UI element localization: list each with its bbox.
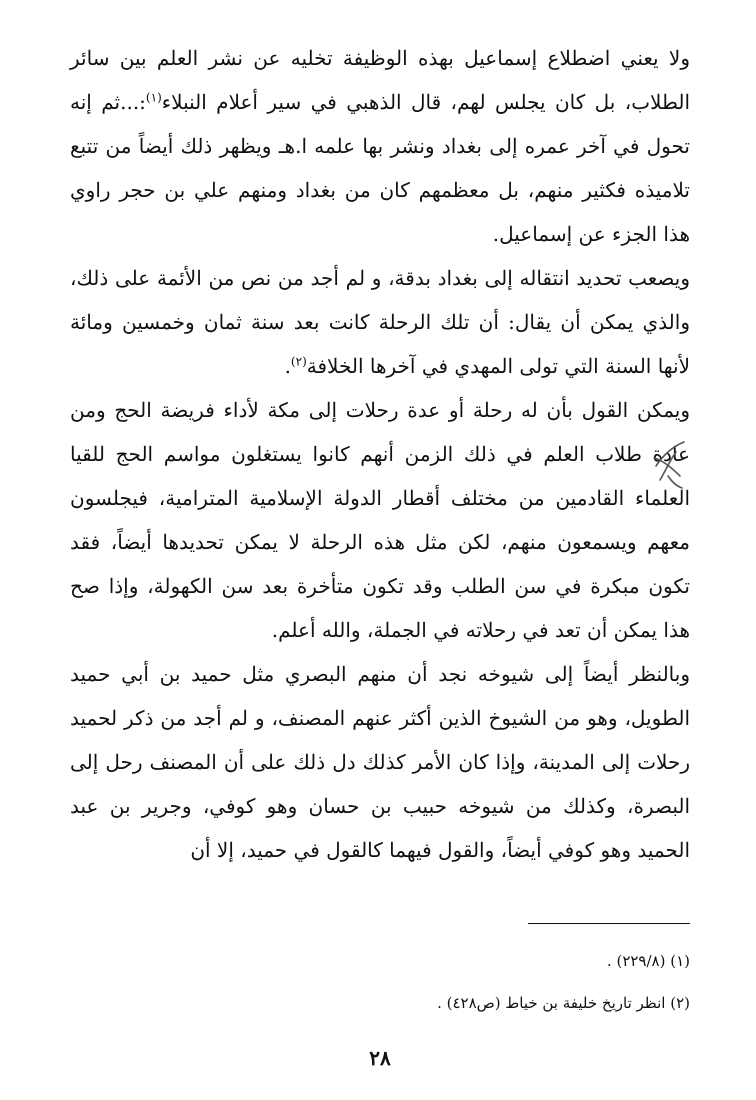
paragraph-4 <box>70 652 690 872</box>
paragraph-1-text-cont: :...ثم إنه تحول في آخر عمره إلى بغداد ونشر بها علمه ا.هـ ويظهر ذلك أيضاً من تتبع تلاميذه فكثير منهم، بل معظمهم كان من بغداد ومنهم علي بن حجر راوي هذا الجزء عن إسماعيل. <box>70 90 690 246</box>
paragraph-3-text: ويمكن القول بأن له رحلة أو عدة رحلات إلى مكة لأداء فريضة الحج ومن عادة طلاب العلم في ذلك الزمن أنهم كانوا يستغلون مواسم الحج للقيا العلماء القادمين من مختلف أقطار الدولة الإسلامية المترامية، فيجلسون معهم ويسمعون منهم، لكن مثل هذه الرحلة لا يمكن تحديدها أيضاً، فقد تكون مبكرة في سن الطلب وقد تكون متأخرة بعد سن الكهولة، وإذا صح هذا يمكن أن تعد في رحلاته في الجملة، والله أعلم. <box>70 398 690 642</box>
footnote-separator <box>528 923 690 924</box>
footnote-ref-2[interactable]: (٢) <box>290 354 307 369</box>
handwritten-margin-mark <box>646 436 690 492</box>
footnotes <box>70 950 690 1034</box>
paragraph-2-text-cont: . <box>284 354 291 378</box>
footnote-1: (١) (٢٢٩/٨) . <box>606 952 690 970</box>
paragraph-1 <box>70 36 690 256</box>
page-number: ٢٨ <box>369 1046 391 1070</box>
footnote-2: (٢) انظر تاريخ خليفة بن خياط (ص٤٢٨) . <box>437 994 690 1012</box>
paragraph-3 <box>70 388 690 652</box>
paragraph-4-text: وبالنظر أيضاً إلى شيوخه نجد أن منهم البصري مثل حميد بن أبي حميد الطويل، وهو من الشيوخ الذين أكثر عنهم المصنف، و لم أجد من ذكر لحميد رحلات إلى المدينة، وإذا كان الأمر كذلك دل ذلك على أن المصنف رحل إلى البصرة، وكذلك من شيوخه حبيب بن حسان وهو كوفي، وجرير بن عبد الحميد وهو كوفي أيضاً، والقول فيهما كالقول في حميد، إلا أن <box>70 662 690 862</box>
paragraph-2 <box>70 256 690 388</box>
book-page <box>70 36 691 1070</box>
paragraph-2-text: ويصعب تحديد انتقاله إلى بغداد بدقة، و لم أجد من نص من الأئمة على ذلك، والذي يمكن أن يقال: أن تلك الرحلة كانت بعد سنة ثمان وخمسين ومائة لأنها السنة التي تولى المهدي في آخرها الخلافة <box>70 266 690 378</box>
body-text <box>70 36 690 872</box>
footnote-ref-1[interactable]: (١) <box>145 90 162 105</box>
paragraph-1-text: ولا يعني اضطلاع إسماعيل بهذه الوظيفة تخليه عن نشر العلم بين سائر الطلاب، بل كان يجلس لهم، قال الذهبي في سير أعلام النبلاء <box>70 46 691 114</box>
